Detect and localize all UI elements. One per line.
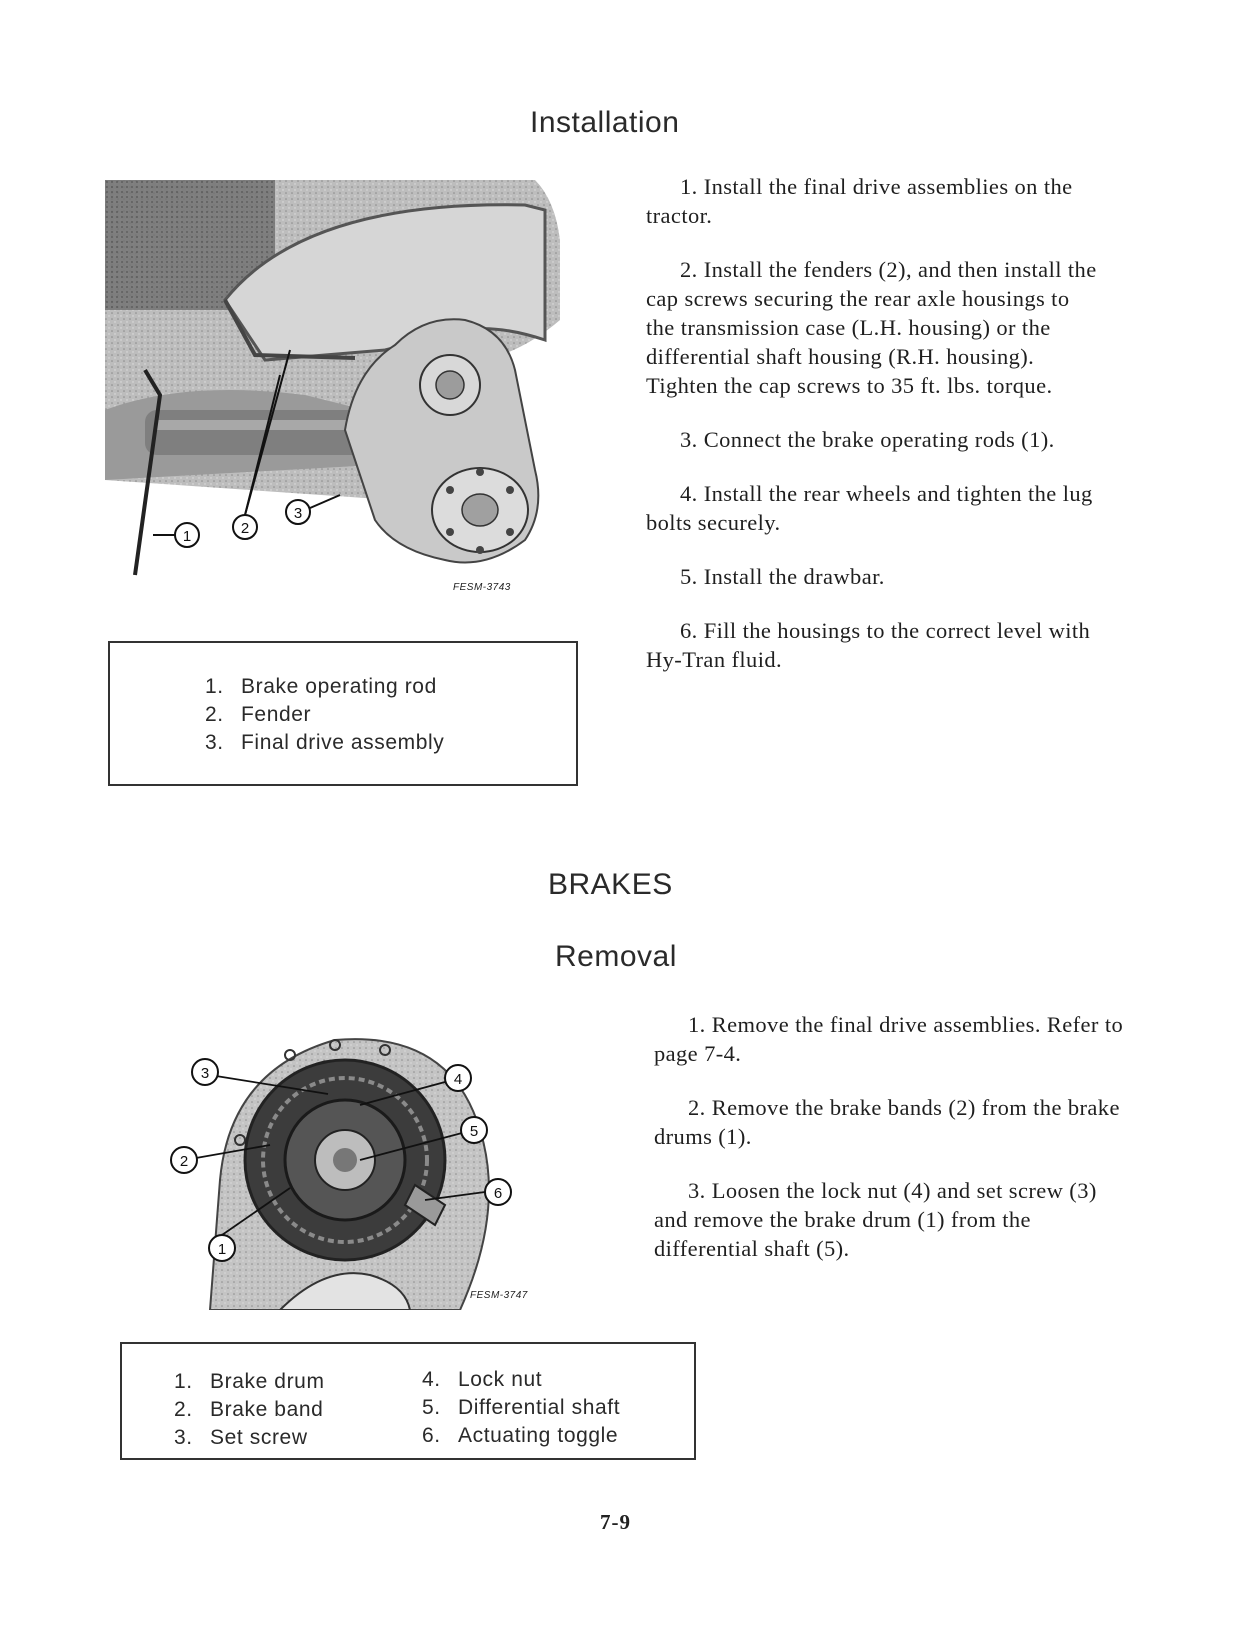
callout-3-label: 3 bbox=[200, 1065, 210, 1082]
legend-item: 3. Set screw bbox=[174, 1426, 308, 1449]
removal-step-3: 3. Loosen the lock nut (4) and set screw (3) and remove the brake drum (1) from the differential shaft (5). bbox=[654, 1178, 1097, 1261]
brake-drum-photo bbox=[160, 1010, 545, 1310]
legend-item: 6. Actuating toggle bbox=[422, 1424, 619, 1447]
legend-item: 4. Lock nut bbox=[422, 1368, 543, 1391]
callout-3-label: 3 bbox=[293, 505, 303, 522]
legend-item: 1. Brake drum bbox=[174, 1370, 325, 1393]
removal-steps bbox=[654, 1010, 1129, 1288]
installation-step-1: 1. Install the final drive assemblies on the tractor. bbox=[646, 174, 1073, 228]
page-number: 7-9 bbox=[600, 1510, 631, 1534]
legend-item: 1. Brake operating rod bbox=[205, 675, 437, 698]
callout-2-label: 2 bbox=[179, 1153, 189, 1170]
installation-step-3: 3. Connect the brake operating rods (1). bbox=[680, 427, 1055, 452]
legend-item: 3. Final drive assembly bbox=[205, 731, 445, 754]
callout-4-label: 4 bbox=[453, 1071, 463, 1088]
final-drive-photo bbox=[105, 180, 565, 605]
installation-step-6: 6. Fill the housings to the correct level with Hy-Tran fluid. bbox=[646, 618, 1091, 672]
installation-step-5: 5. Install the drawbar. bbox=[680, 564, 885, 589]
callout-5-label: 5 bbox=[469, 1123, 479, 1140]
removal-step-1: 1. Remove the final drive assemblies. Refer to page 7-4. bbox=[654, 1012, 1124, 1066]
callout-2-label: 2 bbox=[240, 520, 250, 537]
installation-legend-box bbox=[108, 641, 578, 786]
installation-steps bbox=[646, 172, 1101, 699]
callout-1-label: 1 bbox=[217, 1241, 227, 1258]
installation-heading: Installation bbox=[530, 106, 680, 139]
brakes-legend-box bbox=[120, 1342, 696, 1460]
callout-1-label: 1 bbox=[182, 528, 192, 545]
figure-code-installation: FESM-3743 bbox=[453, 582, 511, 593]
brakes-heading: BRAKES bbox=[548, 868, 673, 901]
installation-step-4: 4. Install the rear wheels and tighten the lug bolts securely. bbox=[646, 481, 1093, 535]
legend-item: 5. Differential shaft bbox=[422, 1396, 621, 1419]
removal-step-2: 2. Remove the brake bands (2) from the brake drums (1). bbox=[654, 1095, 1120, 1149]
callout-6-label: 6 bbox=[493, 1185, 503, 1202]
installation-step-2: 2. Install the fenders (2), and then install the cap screws securing the rear axle housings to the transmission case (L.H. housing) or the differential shaft housing (R.H. housing). Tighten the cap screws to 35 ft. lbs. torque. bbox=[646, 257, 1097, 398]
removal-heading: Removal bbox=[555, 940, 677, 973]
legend-item: 2. Brake band bbox=[174, 1398, 324, 1421]
figure-code-brakes: FESM-3747 bbox=[470, 1290, 528, 1301]
legend-item: 2. Fender bbox=[205, 703, 312, 726]
